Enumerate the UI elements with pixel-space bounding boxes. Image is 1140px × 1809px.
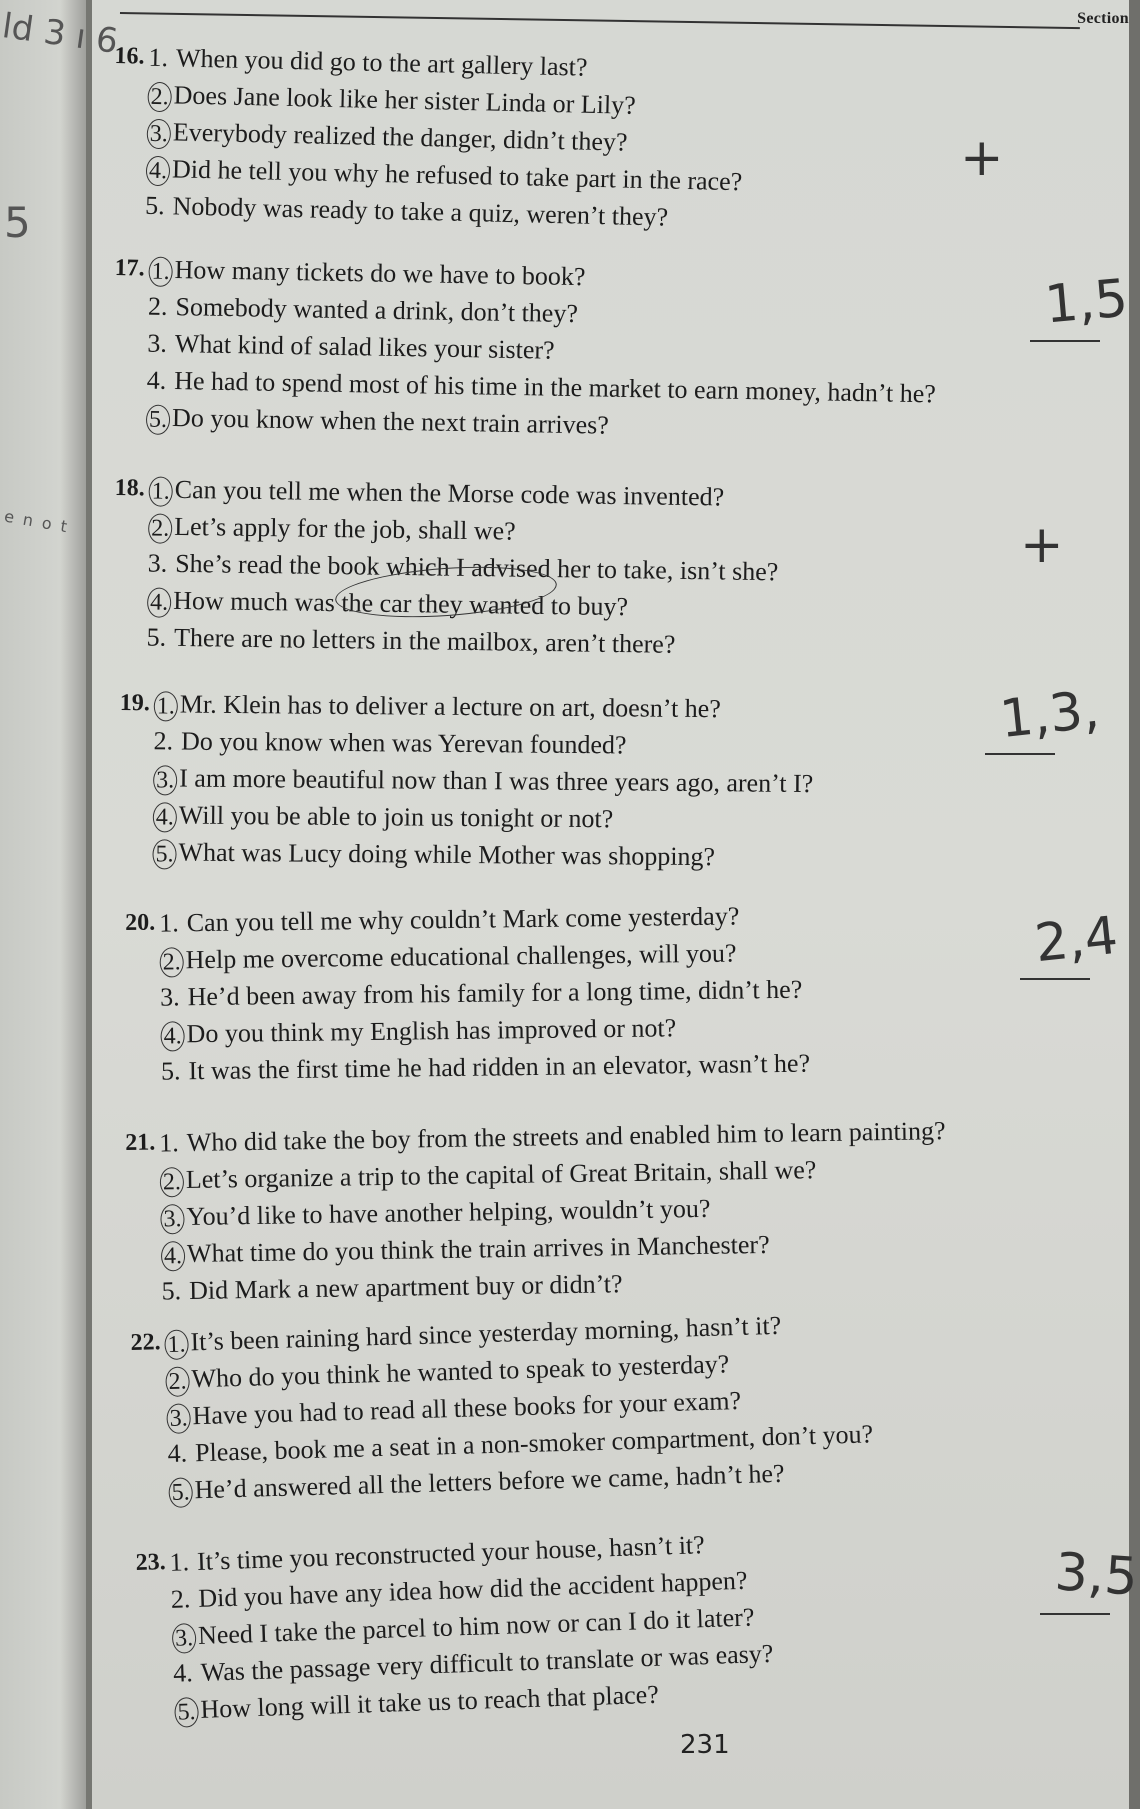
circled-item-number: 2.	[165, 1366, 190, 1397]
question-item	[112, 398, 610, 440]
item-sentence: You’d like to have another helping, wouldn’t you?	[186, 1193, 711, 1232]
item-number: 5.	[144, 190, 166, 221]
question-item	[112, 149, 743, 197]
handwritten-underline	[1030, 340, 1100, 342]
item-sentence: Was the passage very difficult to translate or was easy?	[200, 1638, 774, 1687]
header-rule	[120, 12, 1080, 29]
circled-item-number: 3.	[146, 119, 171, 150]
question-19	[118, 685, 814, 872]
item-sentence: How long will it take us to reach that place?	[200, 1679, 660, 1724]
question-23	[135, 1530, 774, 1730]
question-item	[113, 324, 555, 365]
item-text	[154, 685, 721, 727]
handwritten-answer: 2,4	[1032, 905, 1121, 975]
question-item	[134, 1458, 785, 1510]
item-number: 5.	[146, 622, 167, 652]
question-number: 17.	[114, 254, 145, 282]
circled-item-number: 2.	[148, 514, 172, 544]
question-18	[112, 470, 779, 659]
item-sentence: I am more beautiful now than I was three years ago, aren’t I?	[179, 763, 814, 799]
previous-page-strip	[0, 0, 86, 1809]
item-number: 3.	[159, 982, 180, 1012]
circled-item-number: 5.	[168, 1477, 193, 1508]
question-item	[112, 618, 676, 659]
item-sentence: She’s read the book which I advised her to take, isn’t she?	[175, 548, 779, 587]
question-item	[114, 250, 586, 292]
item-number: 2.	[170, 1584, 191, 1614]
question-item	[133, 1419, 874, 1473]
item-sentence: What time do you think the train arrives in Manchester?	[186, 1229, 770, 1269]
item-number: 4.	[146, 365, 167, 395]
circled-item-number: 3.	[172, 1623, 197, 1654]
item-sentence: Nobody was ready to take a quiz, weren’t they?	[172, 191, 669, 232]
circled-item-number: 3.	[166, 1403, 191, 1434]
question-item	[140, 1679, 660, 1730]
question-item	[112, 112, 628, 157]
item-sentence: Who do you think he wanted to speak to yesterday?	[191, 1349, 730, 1394]
question-22	[130, 1310, 874, 1510]
circled-item-number: 3.	[153, 765, 177, 795]
margin-note-five: 5	[4, 198, 31, 247]
question-item	[112, 361, 937, 409]
circled-item-number: 4.	[160, 1021, 184, 1051]
handwritten-answer: 1,5	[1042, 268, 1131, 336]
question-item	[114, 470, 725, 512]
item-sentence: Can you tell me why couldn’t Mark come yesterday?	[186, 901, 740, 938]
circled-item-number: 4.	[147, 587, 171, 617]
question-item	[126, 1193, 711, 1236]
item-sentence: Who did take the boy from the streets and enabled him to learn painting?	[186, 1116, 946, 1158]
question-item	[113, 544, 779, 587]
circled-item-number: 5.	[152, 839, 176, 869]
item-text	[148, 507, 516, 549]
question-item	[127, 1269, 623, 1310]
margin-note-enot: e n o t	[2, 506, 71, 537]
item-sentence: It was the first time he had ridden in an elevator, wasn’t he?	[188, 1048, 811, 1086]
item-sentence: Do you know when was Yerevan founded?	[180, 726, 627, 760]
item-sentence: It’s time you reconstructed your house, hasn’t it?	[196, 1530, 706, 1576]
question-20	[125, 901, 811, 1090]
circled-item-number: 1.	[164, 1329, 189, 1360]
question-number: 18.	[114, 474, 145, 502]
handwritten-underline	[1040, 1613, 1110, 1615]
circled-item-number: 4.	[146, 156, 171, 187]
item-sentence: Did Mark a new apartment buy or didn’t?	[188, 1269, 623, 1306]
item-sentence: Help me overcome educational challenges, will you?	[185, 938, 737, 975]
item-text	[152, 833, 715, 875]
question-item	[113, 75, 637, 120]
item-sentence: Everybody realized the danger, didn’t they?	[172, 117, 628, 157]
question-item	[132, 1385, 742, 1436]
item-sentence: He’d been away from his family for a long time, didn’t he?	[187, 974, 803, 1012]
item-sentence: How much was the car they wanted to buy?	[172, 585, 629, 622]
item-sentence: He had to spend most of his time in the market to earn money, hadn’t he?	[173, 366, 937, 409]
question-item	[139, 1638, 774, 1693]
item-sentence: Do you think my English has improved or not?	[186, 1013, 677, 1049]
item-sentence: He’d answered all the letters before we came, hadn’t he?	[194, 1458, 785, 1505]
item-number: 4.	[172, 1658, 194, 1688]
item-number: 4.	[167, 1438, 188, 1468]
item-number: 5.	[160, 1056, 181, 1086]
question-item	[113, 581, 629, 622]
circled-item-number: 2.	[160, 947, 184, 977]
question-item	[130, 1310, 782, 1362]
page-number: 231	[680, 1730, 730, 1760]
circled-item-number: 4.	[153, 802, 177, 832]
handwritten-answer: +	[1020, 515, 1064, 575]
question-17	[112, 250, 937, 440]
item-text	[161, 1265, 622, 1309]
item-text	[161, 1045, 810, 1090]
item-sentence: Please, book me a seat in a non-smoker compartment, don’t you?	[194, 1419, 874, 1468]
question-item	[127, 1229, 770, 1273]
circled-item-number: 1.	[148, 257, 173, 287]
item-text	[160, 971, 803, 1016]
question-item	[114, 507, 516, 546]
handwritten-underline	[985, 753, 1055, 755]
handwritten-answer: +	[960, 128, 1004, 188]
item-sentence: Does Jane look like her sister Linda or Lily?	[173, 80, 637, 120]
section-label: Section	[1077, 10, 1129, 27]
item-number: 2.	[153, 726, 174, 756]
item-sentence: Have you had to read all these books for your exam?	[192, 1385, 742, 1431]
margin-note-top-left: ld 3 ı 6	[0, 6, 121, 62]
question-number: 21.	[125, 1129, 156, 1156]
item-sentence: Did he tell you why he refused to take part in the race?	[171, 154, 743, 197]
item-number: 1.	[159, 908, 179, 938]
question-item	[125, 1116, 946, 1162]
item-sentence: Will you be able to join us tonight or not?	[178, 800, 614, 834]
question-16	[111, 38, 743, 232]
handwritten-answer: 3,5	[1053, 1542, 1140, 1608]
circled-item-number: 5.	[146, 405, 171, 435]
question-item	[135, 1530, 706, 1582]
circled-item-number: 1.	[148, 477, 172, 507]
question-number: 20.	[125, 909, 156, 936]
question-number: 22.	[130, 1329, 161, 1356]
item-text	[153, 796, 614, 837]
item-sentence: Do you know when the next train arrives?	[171, 403, 610, 440]
item-number: 3.	[147, 328, 168, 358]
question-21	[125, 1116, 946, 1310]
item-number: 5.	[161, 1276, 182, 1306]
question-number: 23.	[135, 1549, 167, 1576]
page-binding	[86, 0, 92, 1809]
item-number: 3.	[147, 548, 168, 578]
question-item	[126, 1155, 817, 1199]
item-sentence: Let’s apply for the job, shall we?	[174, 511, 516, 546]
item-sentence: How many tickets do we have to book?	[174, 255, 586, 292]
item-sentence: Did you have any idea how did the accident happen?	[197, 1565, 748, 1613]
item-number: 1.	[148, 42, 169, 73]
circled-item-number: 1.	[154, 691, 178, 721]
question-item	[131, 1349, 730, 1399]
item-number: 1.	[159, 1128, 180, 1158]
item-sentence: What kind of salad likes your sister?	[174, 329, 555, 365]
item-text	[146, 399, 609, 444]
item-sentence: Somebody wanted a drink, don’t they?	[175, 292, 579, 329]
circled-item-number: 4.	[161, 1241, 185, 1271]
handwritten-underline	[1020, 978, 1090, 980]
item-sentence: Let’s organize a trip to the capital of Great Britain, shall we?	[185, 1155, 817, 1195]
circled-item-number: 5.	[174, 1697, 199, 1728]
question-item	[136, 1565, 748, 1619]
item-text	[153, 722, 626, 763]
item-sentence: What was Lucy doing while Mother was shopping?	[178, 837, 716, 872]
question-item	[137, 1602, 755, 1656]
item-sentence: There are no letters in the mailbox, aren’t there?	[173, 622, 676, 659]
item-text	[159, 1112, 946, 1161]
question-number: 19.	[119, 689, 150, 717]
item-sentence: When you did go to the art gallery last?	[175, 43, 588, 82]
item-sentence: Need I take the parcel to him now or can I do it later?	[197, 1602, 755, 1650]
circled-item-number: 2.	[160, 1167, 184, 1197]
item-sentence: Can you tell me when the Morse code was invented?	[174, 474, 725, 512]
question-item	[114, 38, 588, 82]
item-number: 2.	[147, 291, 168, 321]
item-sentence: It’s been raining hard since yesterday morning, hasn’t it?	[190, 1310, 782, 1357]
item-text	[160, 1009, 676, 1052]
item-sentence: Mr. Klein has to deliver a lecture on art, doesn’t he?	[179, 689, 721, 724]
item-text	[146, 618, 675, 662]
question-number: 16.	[114, 42, 145, 70]
item-number: 1.	[169, 1547, 190, 1577]
circled-item-number: 3.	[160, 1204, 184, 1234]
question-item	[114, 287, 579, 329]
circled-item-number: 2.	[147, 82, 172, 113]
item-text	[153, 759, 813, 802]
handwritten-answer: 1,3,	[997, 679, 1103, 751]
question-item	[111, 186, 669, 232]
